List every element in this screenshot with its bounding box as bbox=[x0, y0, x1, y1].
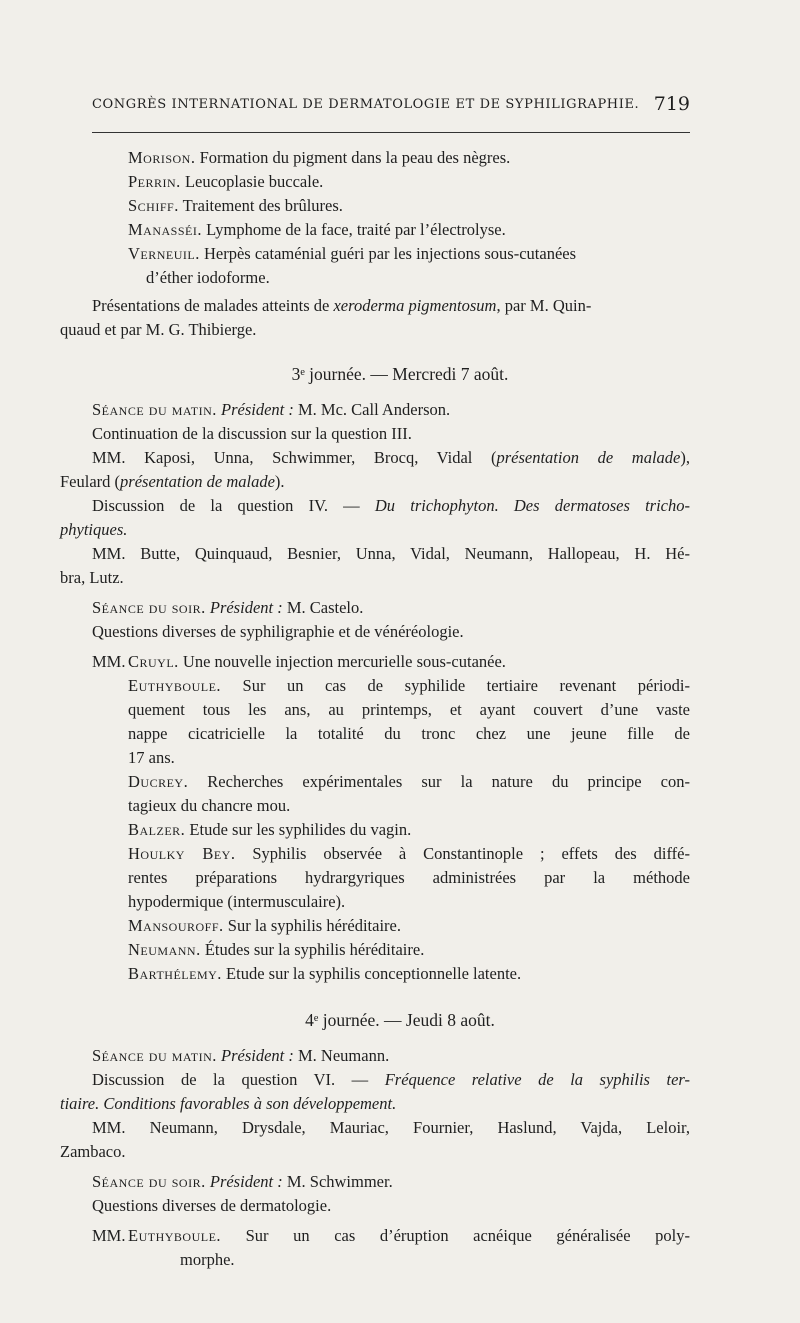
communication-item: Houlky Bey. Syphilis observée à Constantinople ; effets des diffé- bbox=[128, 844, 690, 863]
author-name: Manasséi. bbox=[128, 220, 202, 239]
communication-continuation: 17 ans. bbox=[128, 748, 175, 767]
item-text: d’éther iodoforme. bbox=[146, 268, 270, 287]
list-item bbox=[128, 172, 323, 192]
discussion-vi-line-1: Discussion de la question VI. — Fréquence relative de la syphilis ter- bbox=[92, 1070, 690, 1089]
continuation-line: Continuation de la discussion sur la question III. bbox=[92, 424, 412, 443]
communication-item: Balzer. Etude sur les syphilides du vagin. bbox=[128, 820, 412, 839]
item-text: Traitement des brûlures. bbox=[178, 196, 343, 215]
communication-item: Mansouroff. Sur la syphilis héréditaire. bbox=[128, 916, 401, 935]
communication-continuation: morphe. bbox=[180, 1250, 235, 1269]
day-3-heading: 3ᵉ journée. — Mercredi 7 août. bbox=[291, 364, 509, 384]
author-name: Perrin. bbox=[128, 172, 181, 191]
questions-diverses-syph: Questions diverses de syphiligraphie et de vénéréologie. bbox=[92, 622, 464, 641]
author-name: Morison. bbox=[128, 148, 196, 167]
questions-diverses-derm: Questions diverses de dermatologie. bbox=[92, 1196, 332, 1215]
presentations-line-1: Présentations de malades atteints de xeroderma pigmentosum, par M. Quin- bbox=[92, 296, 592, 315]
discussion-iv-line-1: Discussion de la question IV. — Du trichophyton. Des dermatoses tricho- bbox=[92, 496, 690, 515]
communication-continuation: rentes préparations hydrargyriques administrées par la méthode bbox=[128, 868, 690, 887]
communication-item: Cruyl. Une nouvelle injection mercurielle sous-cutanée. bbox=[128, 652, 506, 671]
communication-item: Ducrey. Recherches expérimentales sur la nature du principe con- bbox=[128, 772, 690, 791]
mm-line-4: bra, Lutz. bbox=[60, 568, 124, 587]
running-head bbox=[92, 93, 690, 115]
communication-item: Neumann. Études sur la syphilis héréditaire. bbox=[128, 940, 425, 959]
item-text: Leucoplasie buccale. bbox=[180, 172, 324, 191]
list-item bbox=[128, 244, 576, 264]
discussion-iv-line-2: phytiques. bbox=[60, 520, 128, 539]
seance-soir-day3: Séance du soir. Président : M. Castelo. bbox=[92, 598, 364, 617]
author-name: Schiff. bbox=[128, 196, 179, 215]
mm-line-6: Zambaco. bbox=[60, 1142, 126, 1161]
communication-item: Euthyboule. Sur un cas d’éruption acnéique généralisée poly- bbox=[128, 1226, 690, 1245]
running-head-title: CONGRÈS INTERNATIONAL DE DERMATOLOGIE ET DE SYPHILIGRAPHIE. bbox=[92, 97, 640, 112]
item-text: Herpès cataménial guéri par les injections sous-cutanées bbox=[199, 244, 577, 263]
seance-matin-day3: Séance du matin. Président : M. Mc. Call Anderson. bbox=[92, 400, 451, 419]
mm-line-2: Feulard (présentation de malade). bbox=[60, 472, 285, 491]
item-text: Formation du pigment dans la peau des nègres. bbox=[195, 148, 511, 167]
communication-item: Euthyboule. Sur un cas de syphilide tertiaire revenant périodi- bbox=[128, 676, 690, 695]
header-rule bbox=[92, 132, 690, 133]
mm-line-5: MM. Neumann, Drysdale, Mauriac, Fournier, Haslund, Vajda, Leloir, bbox=[92, 1118, 690, 1137]
day-4-heading: 4ᵉ journée. — Jeudi 8 août. bbox=[305, 1010, 495, 1030]
page-number: 719 bbox=[653, 93, 690, 115]
discussion-vi-line-2: tiaire. Conditions favorables à son développement. bbox=[60, 1094, 397, 1113]
presentations-line-2: quaud et par M. G. Thibierge. bbox=[60, 320, 257, 339]
item-text: Lymphome de la face, traité par l’électrolyse. bbox=[201, 220, 506, 239]
mm-prefix: MM. bbox=[92, 1226, 126, 1245]
communication-continuation: quement tous les ans, au printemps, et ayant couvert d’une vaste bbox=[128, 700, 690, 719]
seance-matin-day4: Séance du matin. Président : M. Neumann. bbox=[92, 1046, 390, 1065]
communication-continuation: nappe cicatricielle la totalité du tronc chez une jeune fille de bbox=[128, 724, 690, 743]
mm-line-1: MM. Kaposi, Unna, Schwimmer, Brocq, Vidal (présentation de malade), bbox=[92, 448, 691, 467]
mm-prefix: MM. bbox=[92, 652, 126, 671]
list-item bbox=[128, 220, 506, 240]
mm-line-3: MM. Butte, Quinquaud, Besnier, Unna, Vidal, Neumann, Hallopeau, H. Hé- bbox=[92, 544, 690, 563]
communication-continuation: tagieux du chancre mou. bbox=[128, 796, 291, 815]
communication-item: Barthélemy. Etude sur la syphilis conceptionnelle latente. bbox=[128, 964, 522, 983]
communication-continuation: hypodermique (intermusculaire). bbox=[128, 892, 346, 911]
author-name: Verneuil. bbox=[128, 244, 200, 263]
list-item-continuation bbox=[146, 268, 270, 288]
seance-soir-day4: Séance du soir. Président : M. Schwimmer. bbox=[92, 1172, 393, 1191]
list-item bbox=[128, 196, 343, 216]
list-item bbox=[128, 148, 510, 168]
